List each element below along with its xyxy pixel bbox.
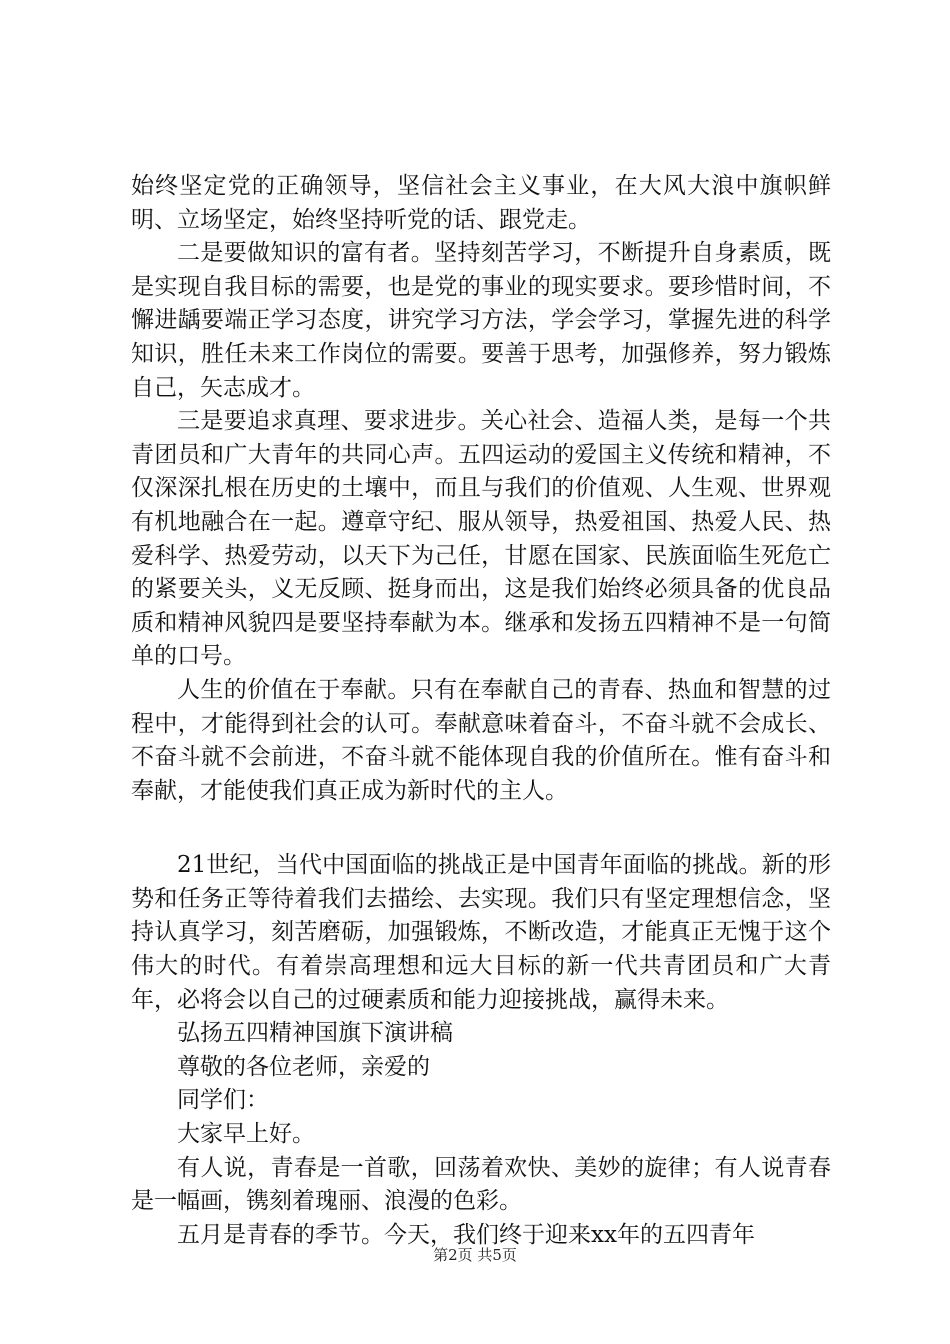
paragraph-may-season: 五月是青春的季节。今天，我们终于迎来xx年的五四青年 [177, 1221, 755, 1248]
greeting: 大家早上好。 [177, 1121, 315, 1148]
paragraph-party-leadership: 始终坚定党的正确领导，坚信社会主义事业，在大风大浪中旗帜鲜明、立场坚定，始终坚持听党的话、跟党走。 [131, 173, 831, 233]
salutation-students: 同学们： [177, 1087, 269, 1114]
salutation-teachers: 尊敬的各位老师，亲爱的 [177, 1053, 430, 1080]
document-body [131, 170, 831, 1252]
speech-title: 弘扬五四精神国旗下演讲稿 [177, 1020, 453, 1047]
paragraph-knowledge: 二是要做知识的富有者。坚持刻苦学习，不断提升自身素质，既是实现自我目标的需要，也是党的事业的现实要求。要珍惜时间，不懈进龋要端正学习态度，讲究学习方法，学会学习，掌握先进的科学知识，胜任未来工作岗位的需要。要善于思考，加强修养，努力锻炼自己，矢志成才。 [131, 240, 831, 401]
page-number-footer: 第2页 共5页 [433, 1246, 517, 1264]
paragraph-youth-song: 有人说，青春是一首歌，回荡着欢快、美妙的旋律；有人说青春是一幅画，镌刻着瑰丽、浪漫的色彩。 [131, 1154, 831, 1215]
paragraph-truth-progress: 三是要追求真理、要求进步。关心社会、造福人类，是每一个共青团员和广大青年的共同心声。五四运动的爱国主义传统和精神，不仅深深扎根在历史的土壤中，而且与我们的价值观、人生观、世界观有机地融合在一起。遵章守纪、服从领导，热爱祖国、热爱人民、热爱科学、热爱劳动，以天下为己任，甘愿在国家、民族面临生死危亡的紧要关头，义无反顾、挺身而出，这是我们始终必须具备的优良品质和精神风貌四是要坚持奉献为本。继承和发扬五四精神不是一句简单的口号。 [131, 408, 831, 670]
paragraph-dedication: 人生的价值在于奉献。只有在奉献自己的青春、热血和智慧的过程中，才能得到社会的认可。奉献意味着奋斗，不奋斗就不会成长、不奋斗就不会前进，不奋斗就不能体现自我的价值所在。惟有奋斗和奉献，才能使我们真正成为新时代的主人。 [131, 676, 831, 804]
paragraph-21st-century: 21世纪，当代中国面临的挑战正是中国青年面临的挑战。新的形势和任务正等待着我们去描绘、去实现。我们只有坚定理想信念，坚持认真学习，刻苦磨砺，加强锻炼，不断改造，才能真正无愧于这个伟大的时代。有着崇高理想和远大目标的新一代共青团员和广大青年，必将会以自己的过硬素质和能力迎接挑战，赢得未来。 [131, 852, 831, 1013]
